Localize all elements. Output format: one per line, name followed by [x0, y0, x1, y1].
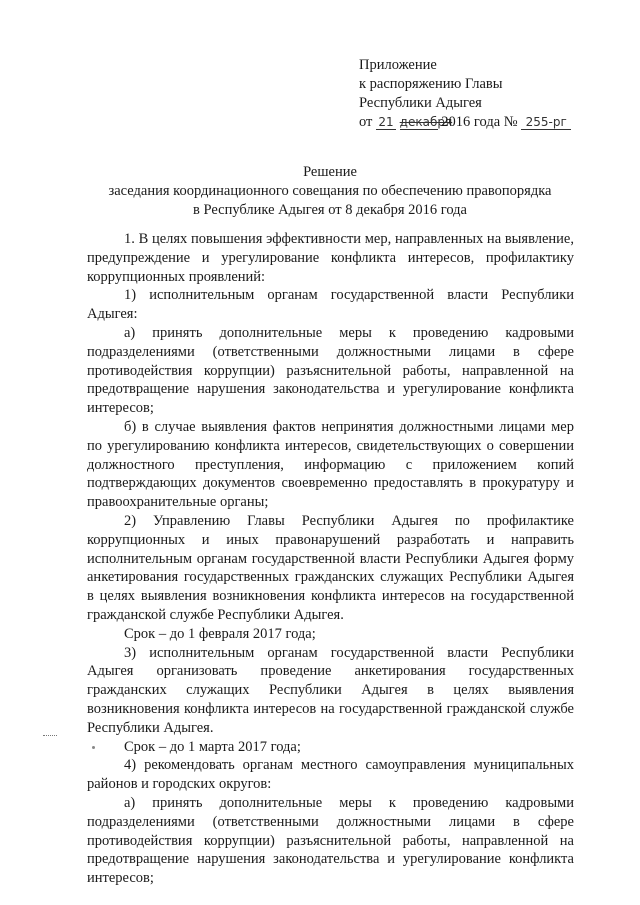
annex-date-line	[359, 113, 571, 132]
paragraph-1-1-a: а) принять дополнительные меры к проведению кадровыми подразделениями (ответственными должностными лицами в сфере противодействия коррупции) разъяснительной работы, направленной на предотвращение нарушения законодательства и урегулирование конфликта интересов;	[87, 324, 574, 417]
deadline-2: Срок – до 1 марта 2017 года;	[124, 738, 301, 755]
scan-dot-mark	[92, 746, 95, 749]
annex-republic: Республики Адыгея	[359, 95, 482, 111]
scan-margin-mark	[43, 735, 57, 738]
deadline-1: Срок – до 1 февраля 2017 года;	[124, 625, 316, 642]
document-body	[87, 230, 574, 888]
paragraph-1-1-b: б) в случае выявления фактов непринятия должностными лицами мер по урегулированию конфликта интересов, свидетельствующих о совершении должностного преступления, информацию с приложением копий подтверждающих документов своевременно предоставлять в прокуратуру и правоохранительные органы;	[87, 418, 574, 511]
title-decision: Решение	[303, 164, 357, 180]
paragraph-1-4-a: а) принять дополнительные меры к проведению кадровыми подразделениями (ответственными должностными лицами в сфере противодействия коррупции) разъяснительной работы, направленной на предотвращение нарушения законодательства и урегулирование конфликта интересов;	[87, 794, 574, 887]
annex-order-ref: к распоряжению Главы	[359, 76, 503, 92]
handwritten-day: 21	[376, 115, 396, 130]
annex-header	[359, 56, 571, 132]
annex-label: Приложение	[359, 57, 437, 73]
title-place-date: в Республике Адыгея от 8 декабря 2016 года	[193, 202, 467, 218]
paragraph-1: 1. В целях повышения эффективности мер, направленных на выявление, предупреждение и урегулирование конфликта интересов, профилактику коррупционных проявлений:	[87, 231, 574, 285]
paragraph-1-4: 4) рекомендовать органам местного самоуправления муниципальных районов и городских округов:	[87, 757, 574, 793]
paragraph-1-2: 2) Управлению Главы Республики Адыгея по профилактике коррупционных и иных правонарушений разработать и направить исполнительным органам государственной власти Республики Адыгея форму анкетирования государственных гражданских служащих Республики Адыгея в целях выявления возникновения конфликта интересов на государственной гражданской службе Республики Адыгея.	[87, 512, 574, 623]
date-suffix: 2016 года №	[441, 114, 518, 130]
title-meeting: заседания координационного совещания по обеспечению правопорядка	[108, 183, 552, 199]
paragraph-1-1: 1) исполнительным органам государственной власти Республики Адыгея:	[87, 287, 574, 323]
document-title	[80, 163, 580, 220]
handwritten-number: 255-рг	[521, 115, 571, 130]
handwritten-month: декабря	[399, 115, 453, 129]
date-prefix: от	[359, 114, 373, 130]
paragraph-1-3: 3) исполнительным органам государственной власти Республики Адыгея организовать проведение анкетирования государственных гражданских служащих Республики Адыгея в целях выявления возникновения конфликта интересов на государственной гражданской службе Республики Адыгея.	[87, 644, 574, 736]
